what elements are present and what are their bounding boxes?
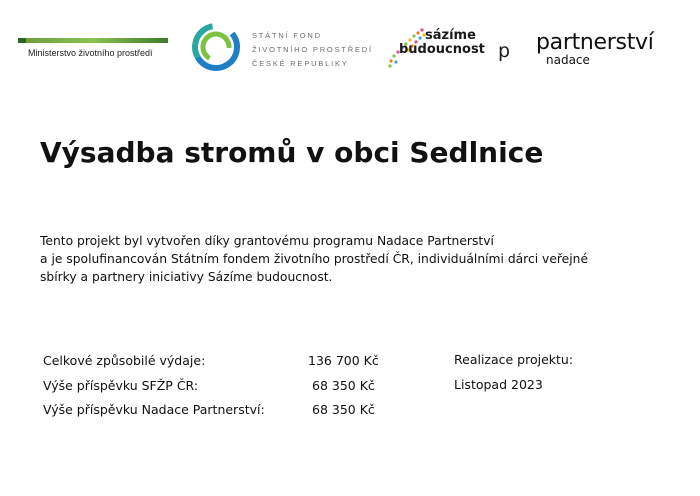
- ministry-logo-bar: [18, 38, 168, 43]
- ministry-logo-text: Ministerstvo životního prostředí: [28, 48, 153, 58]
- page-title: Výsadba stromů v obci Sedlnice: [40, 136, 544, 169]
- foundation-logo-name: partnerství: [536, 30, 654, 55]
- fund-logo-line-1: STÁTNÍ FOND: [252, 31, 322, 40]
- realization-value: Listopad 2023: [454, 377, 543, 392]
- campaign-logo-line-2: budoucnost: [399, 42, 485, 57]
- foundation-logo-sub: nadace: [546, 53, 590, 67]
- campaign-logo: [388, 26, 514, 70]
- budget-label-sfzp: Výše příspěvku SFŽP ČR:: [43, 378, 199, 393]
- fund-logo-text: [252, 29, 373, 71]
- budget-label-foundation: Výše příspěvku Nadace Partnerství:: [43, 402, 265, 417]
- fund-logo: [190, 20, 380, 74]
- fund-logo-icon: [190, 20, 244, 74]
- ministry-logo: [18, 34, 168, 64]
- budget-label-total: Celkové způsobilé výdaje:: [43, 353, 206, 368]
- foundation-logo: [536, 30, 686, 70]
- budget-value-sfzp: 68 350 Kč: [312, 378, 375, 393]
- campaign-logo-mark: p: [498, 40, 511, 62]
- budget-value-foundation: 68 350 Kč: [312, 402, 375, 417]
- description-line-2: a je spolufinancován Státním fondem životního prostředí ČR, individuálními dárci veřejné: [40, 252, 589, 266]
- fund-logo-line-3: ČESKÉ REPUBLIKY: [252, 59, 349, 68]
- description-line-3: sbírky a partnery iniciativy Sázíme budoucnost.: [40, 270, 333, 284]
- campaign-logo-line-1: sázíme: [425, 28, 476, 43]
- fund-logo-line-2: ŽIVOTNÍHO PROSTŘEDÍ: [252, 45, 373, 54]
- budget-value-total: 136 700 Kč: [308, 353, 379, 368]
- description-line-1: Tento projekt byl vytvořen díky grantovému programu Nadace Partnerství: [40, 234, 494, 248]
- ministry-logo-bar-accent: [18, 38, 26, 43]
- project-description: [40, 232, 670, 286]
- realization-label: Realizace projektu:: [454, 352, 574, 367]
